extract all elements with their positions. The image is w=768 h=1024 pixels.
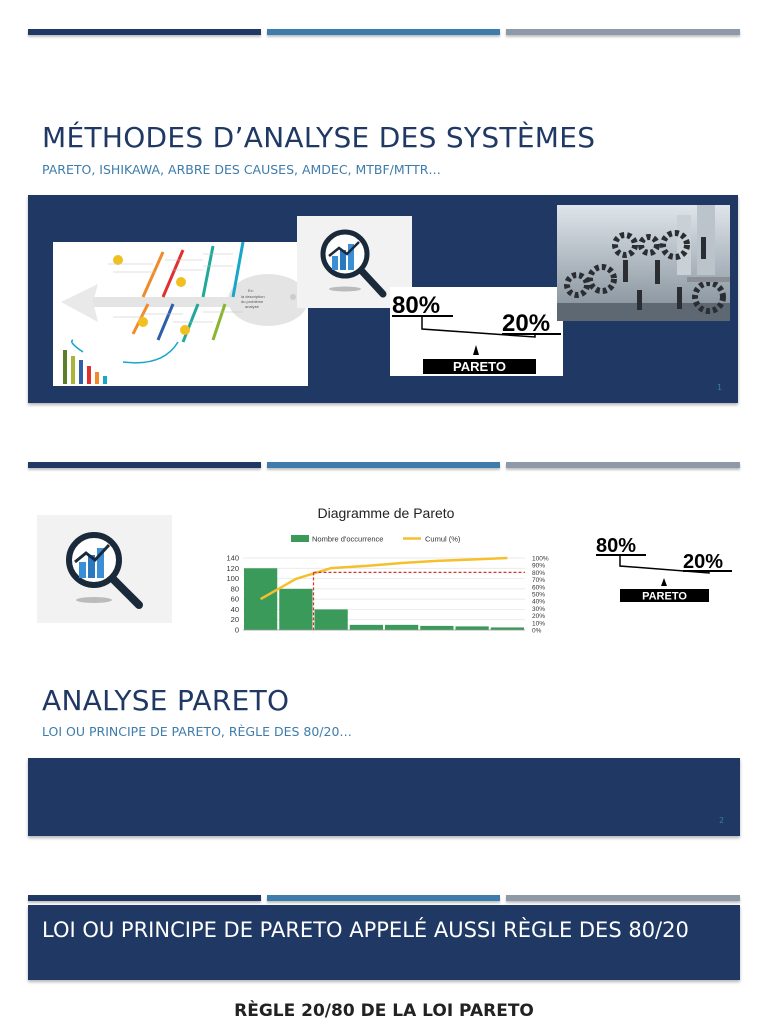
y2-tick-label: 0% xyxy=(532,627,542,635)
scale-icon xyxy=(594,531,734,603)
header-bar-navy xyxy=(28,895,261,901)
slide-subtitle: PARETO, ISHIKAWA, ARBRE DES CAUSES, AMDEC, MTBF/MTTR… xyxy=(42,162,441,177)
y-tick-label: 20 xyxy=(230,615,239,625)
chart-bar xyxy=(350,625,383,630)
pareto-80-label: 80% xyxy=(392,292,441,319)
y-tick-label: 140 xyxy=(226,553,239,563)
slide-subtitle: LOI OU PRINCIPE DE PARETO, RÈGLE DES 80/20… xyxy=(42,724,352,739)
y2-tick-label: 60% xyxy=(532,584,546,592)
y-tick-label: 80 xyxy=(230,584,239,594)
chart-bar xyxy=(385,625,418,630)
scale-icon xyxy=(390,287,563,376)
header-bar-blue xyxy=(267,29,500,35)
y-tick-label: 0 xyxy=(234,625,239,635)
y-tick-label: 100 xyxy=(226,574,239,584)
y2-tick-label: 70% xyxy=(532,577,546,585)
y2-tick-label: 10% xyxy=(532,620,546,628)
chart-bar xyxy=(420,626,453,630)
pareto-chart xyxy=(213,496,558,636)
page-number: 2 xyxy=(719,816,725,825)
chart-bar xyxy=(244,568,277,630)
svg-text:du problème: du problème xyxy=(241,299,264,304)
chart-bar xyxy=(456,626,489,630)
section-heading: LOI OU PRINCIPE DE PARETO APPELÉ AUSSI RÈGLE DES 80/20 xyxy=(28,905,740,980)
chart-bar xyxy=(279,589,312,630)
y-tick-label: 60 xyxy=(230,594,239,604)
legend-swatch-occurrence xyxy=(291,535,309,542)
gears-team-image xyxy=(557,205,730,321)
pareto-20-label: 20% xyxy=(502,310,551,337)
header-bar-gray xyxy=(506,29,740,35)
header-bar-blue xyxy=(267,895,500,901)
header-bar-navy xyxy=(28,29,261,35)
chart-bar xyxy=(315,609,348,630)
svg-text:Ex:: Ex: xyxy=(248,288,254,293)
content-panel xyxy=(28,758,740,836)
y2-tick-label: 40% xyxy=(532,598,546,606)
page-number: 1 xyxy=(717,383,723,392)
chart-title: Diagramme de Pareto xyxy=(317,505,455,521)
y2-tick-label: 20% xyxy=(532,613,546,621)
svg-text:analysé: analysé xyxy=(245,304,259,309)
pareto-80-label: 80% xyxy=(596,535,637,557)
pareto-20-label: 20% xyxy=(683,551,724,573)
header-bar-navy xyxy=(28,462,261,468)
pareto-label: PARETO xyxy=(642,590,687,603)
y-tick-label: 40 xyxy=(230,604,239,614)
header-bar-blue xyxy=(267,462,500,468)
fishbone-diagram-image xyxy=(53,242,308,386)
svg-text:la description: la description xyxy=(241,294,265,299)
y2-tick-label: 100% xyxy=(532,555,549,563)
legend-cumul: Cumul (%) xyxy=(425,534,461,544)
y2-tick-label: 90% xyxy=(532,562,546,570)
slide-title: ANALYSE PARETO xyxy=(42,684,290,717)
slide-title: MÉTHODES D’ANALYSE DES SYSTÈMES xyxy=(42,121,596,154)
section-subheading: RÈGLE 20/80 DE LA LOI PARETO xyxy=(234,1001,534,1021)
magnifier-chart-icon xyxy=(37,515,172,623)
y2-tick-label: 80% xyxy=(532,569,546,577)
pareto-label: PARETO xyxy=(453,359,506,374)
y2-tick-label: 30% xyxy=(532,605,546,613)
y-tick-label: 120 xyxy=(226,563,239,573)
legend-occurrence: Nombre d'occurrence xyxy=(312,534,384,544)
y2-tick-label: 50% xyxy=(532,591,546,599)
header-bar-gray xyxy=(506,462,740,468)
header-bar-gray xyxy=(506,895,740,901)
